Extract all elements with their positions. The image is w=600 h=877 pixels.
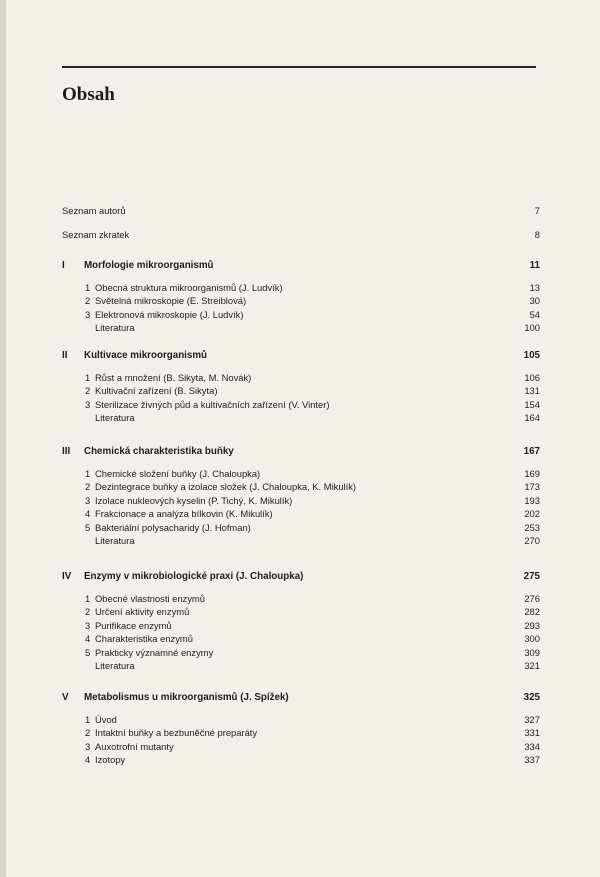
toc-entry-label: Literatura: [95, 535, 135, 546]
toc-entry-label: Elektronová mikroskopie (J. Ludvík): [95, 308, 244, 320]
chapter-numeral: V: [62, 692, 69, 703]
toc-page-number: 334: [524, 740, 540, 752]
toc-page-number: 54: [529, 308, 540, 320]
toc-chapter-heading[interactable]: [62, 571, 540, 585]
toc-page-number: 325: [523, 692, 540, 703]
entry-number: 1: [85, 468, 91, 479]
toc-entry-label: Seznam autorů: [62, 205, 126, 216]
toc-page-number: 276: [524, 593, 540, 604]
chapter-title: Kultivace mikroorganismů: [84, 350, 208, 361]
toc-entry[interactable]: [62, 535, 540, 549]
toc-entry-label: Určení aktivity enzymů: [95, 606, 190, 618]
toc-entry-label: Úvod: [95, 714, 117, 725]
toc-entry[interactable]: [62, 593, 540, 607]
toc-entry[interactable]: [62, 727, 540, 741]
entry-number: 4: [85, 508, 91, 520]
toc-page-number: 321: [524, 660, 540, 671]
toc-entry[interactable]: [62, 620, 540, 634]
toc-entry[interactable]: [62, 282, 540, 296]
entry-number: 2: [85, 606, 91, 618]
toc-page-number: 11: [529, 260, 540, 271]
chapter-numeral: IV: [62, 571, 72, 582]
toc-entry-label: Růst a množení (B. Sikyta, M. Novák): [95, 372, 252, 383]
toc-entry[interactable]: [62, 741, 540, 755]
toc-entry-label: Izotopy: [95, 754, 126, 766]
chapter-numeral: II: [62, 350, 68, 361]
toc-page-number: 282: [524, 606, 540, 618]
toc-entry[interactable]: [62, 309, 540, 323]
toc-entry-label: Literatura: [95, 660, 135, 671]
entry-number: 3: [85, 619, 91, 631]
toc-entry[interactable]: [62, 372, 540, 386]
toc-page-number: 105: [523, 350, 540, 361]
toc-page-number: 253: [524, 521, 540, 533]
entry-number: 3: [85, 740, 91, 752]
toc-entry-label: Literatura: [95, 322, 135, 334]
toc-entry[interactable]: [62, 468, 540, 482]
toc-page-number: 331: [524, 727, 540, 739]
toc-entry-label: Sterilizace živných půd a kultivačních zařízení (V. Vinter): [95, 398, 330, 410]
toc-entry[interactable]: [62, 714, 540, 728]
entry-number: 4: [85, 633, 91, 645]
top-rule: [62, 66, 536, 68]
page-title: Obsah: [62, 84, 115, 105]
chapter-numeral: III: [62, 446, 71, 457]
chapter-title: Enzymy v mikrobiologické praxi (J. Chaloupka): [84, 571, 304, 582]
entry-number: 3: [85, 398, 91, 410]
toc-page-number: 167: [523, 446, 540, 457]
toc-chapter-heading[interactable]: [62, 446, 540, 460]
toc-page-number: 337: [524, 754, 540, 766]
toc-entry[interactable]: [62, 495, 540, 509]
toc-page-number: 173: [524, 481, 540, 493]
entry-number: 1: [85, 282, 91, 293]
toc-entry[interactable]: [62, 754, 540, 768]
toc-entry-label: Literatura: [95, 412, 135, 424]
toc-entry[interactable]: [62, 606, 540, 620]
toc-entry-label: Bakteriální polysacharidy (J. Hofman): [95, 521, 251, 533]
page-edge: [0, 0, 6, 877]
toc-front-item[interactable]: [62, 205, 540, 219]
toc-entry-label: Frakcionace a analýza bílkovin (K. Mikulík): [95, 508, 273, 520]
toc-entry[interactable]: [62, 481, 540, 495]
entry-number: 2: [85, 385, 91, 397]
toc-page-number: 275: [523, 571, 540, 582]
toc-entry-label: Seznam zkratek: [62, 229, 130, 240]
toc-page-number: 13: [529, 282, 540, 293]
toc-page-number: 169: [524, 468, 540, 479]
toc-page-number: 309: [524, 646, 540, 658]
toc-entry[interactable]: [62, 295, 540, 309]
toc-page-number: 327: [524, 714, 540, 725]
toc-entry-label: Purifikace enzymů: [95, 619, 172, 631]
toc-entry[interactable]: [62, 660, 540, 674]
chapter-title: Morfologie mikroorganismů: [84, 260, 214, 271]
entry-number: 1: [85, 593, 91, 604]
toc-page-number: 293: [524, 619, 540, 631]
entry-number: 1: [85, 372, 91, 383]
chapter-numeral: I: [62, 260, 65, 271]
toc-page-number: 100: [524, 322, 540, 334]
toc-page-number: 193: [524, 494, 540, 506]
toc-entry-label: Dezintegrace buňky a izolace složek (J. Chaloupka, K. Mikulík): [95, 481, 357, 493]
chapter-title: Chemická charakteristika buňky: [84, 446, 234, 457]
toc-page-number: 300: [524, 633, 540, 645]
toc-entry[interactable]: [62, 633, 540, 647]
toc-entry-label: Kultivační zařízení (B. Sikyta): [95, 385, 218, 397]
toc-entry[interactable]: [62, 508, 540, 522]
entry-number: 2: [85, 481, 91, 493]
entry-number: 3: [85, 308, 91, 320]
toc-chapter-heading[interactable]: [62, 692, 540, 706]
toc-chapter-heading[interactable]: [62, 260, 540, 274]
chapter-title: Metabolismus u mikroorganismů (J. Spížek): [84, 692, 289, 703]
entry-number: 5: [85, 521, 91, 533]
entry-number: 3: [85, 494, 91, 506]
toc-front-item[interactable]: [62, 229, 540, 243]
toc-entry-label: Chemické složení buňky (J. Chaloupka): [95, 468, 261, 479]
toc-page-number: 164: [524, 412, 540, 424]
entry-number: 2: [85, 295, 91, 307]
toc-entry[interactable]: [62, 385, 540, 399]
entry-number: 4: [85, 754, 91, 766]
toc-entry-label: Obecná struktura mikroorganismů (J. Ludvík): [95, 282, 283, 293]
toc-entry[interactable]: [62, 522, 540, 536]
toc-page-number: 7: [534, 205, 540, 216]
toc-entry-label: Obecné vlastnosti enzymů: [95, 593, 205, 604]
entry-number: 1: [85, 714, 91, 725]
toc-page-number: 202: [524, 508, 540, 520]
toc-entry-label: Prakticky významné enzymy: [95, 646, 214, 658]
toc-entry[interactable]: [62, 399, 540, 413]
toc-page-number: 270: [524, 535, 540, 546]
toc-page-number: 106: [524, 372, 540, 383]
toc-page-number: 131: [524, 385, 540, 397]
toc-entry[interactable]: [62, 412, 540, 426]
toc-entry[interactable]: [62, 322, 540, 336]
entry-number: 2: [85, 727, 91, 739]
toc-entry-label: Intaktní buňky a bezbuněčné preparáty: [95, 727, 258, 739]
toc-page-number: 30: [529, 295, 540, 307]
toc-entry-label: Izolace nukleových kyselin (P. Tichý, K. Mikulík): [95, 494, 293, 506]
toc-page-number: 154: [524, 398, 540, 410]
toc-entry-label: Charakteristika enzymů: [95, 633, 193, 645]
toc-entry-label: Světelná mikroskopie (E. Streiblová): [95, 295, 247, 307]
toc-page-number: 8: [534, 229, 540, 240]
toc-chapter-heading[interactable]: [62, 350, 540, 364]
toc-entry[interactable]: [62, 647, 540, 661]
toc-entry-label: Auxotrofní mutanty: [95, 740, 174, 752]
entry-number: 5: [85, 646, 91, 658]
